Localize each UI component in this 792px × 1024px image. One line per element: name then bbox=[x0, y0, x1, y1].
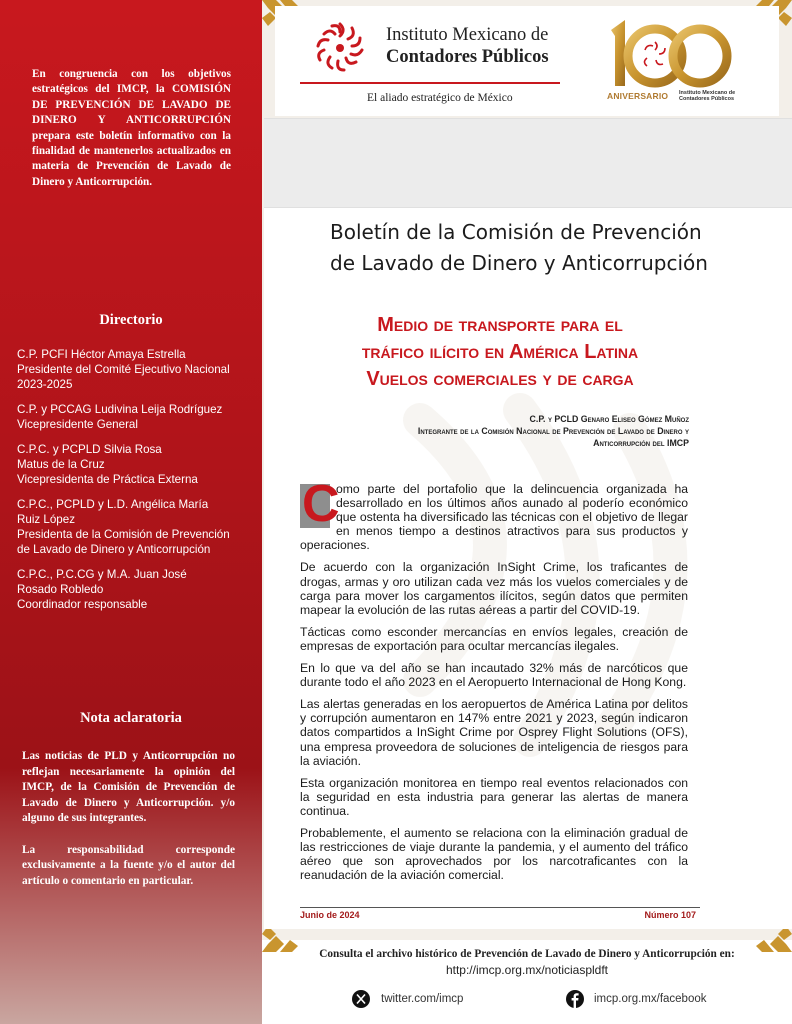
archive-link[interactable]: http://imcp.org.mx/noticiaspldft bbox=[445, 963, 609, 977]
directory-line: C.P.C., PCPLD y L.D. Angélica María bbox=[17, 498, 209, 511]
directory-entry bbox=[17, 402, 257, 432]
author-role-line1: Integrante de la Comisión Nacional de Prevención de Lavado de Dinero y bbox=[417, 426, 689, 436]
first-paragraph-text: omo parte del portafolio que la delincuencia organizada ha desarrollado en los últimos años aunado al poderío económico que ostenta ha diversificado las técnicas con el objetivo de llegar en menos tiempo a destinos atractivos para sus productos y operaciones. bbox=[300, 482, 688, 553]
directory-line: Presidente del Comité Ejecutivo Nacional bbox=[17, 363, 230, 376]
directory-entry bbox=[17, 442, 257, 487]
commission-name: COMISIÓN DE PREVENCIÓN DE LAVADO DE DINERO Y ANTICORRUPCIÓN bbox=[32, 83, 231, 127]
body-paragraph: Esta organización monitorea en tiempo real eventos relacionados con la seguridad en esta industria para generar las alertas de manera continua. bbox=[300, 775, 688, 818]
directory-line: de Lavado de Dinero y Anticorrupción bbox=[17, 543, 211, 556]
directory-line: Vicepresidente General bbox=[17, 418, 138, 431]
author-role-line2: Anticorrupción del IMCP bbox=[593, 438, 689, 448]
author-block bbox=[418, 413, 689, 449]
bulletin-title bbox=[330, 217, 750, 279]
body-paragraph: En lo que va del año se han incautado 32% más de narcóticos que durante todo el año 2023 en el Aeropuerto Internacional de Hong Kong. bbox=[300, 661, 688, 690]
directory-entry bbox=[17, 567, 257, 612]
directory-line: C.P.C. y PCPLD Silvia Rosa bbox=[17, 443, 162, 456]
bulletin-title-line1: Boletín de la Comisión de Prevención bbox=[330, 220, 702, 244]
article-body bbox=[300, 475, 688, 890]
body-paragraph: Tácticas como esconder mercancías en envíos legales, creación de empresas de exportación para ocultar mercancías ilegales. bbox=[300, 624, 688, 653]
article-footer-divider bbox=[300, 907, 700, 908]
bulletin-title-line2: de Lavado de Dinero y Anticorrupción bbox=[330, 251, 708, 275]
issue-date: Junio de 2024 bbox=[300, 910, 360, 920]
org-name bbox=[386, 24, 549, 68]
intro-part-1: En congruencia con los objetivos estratégicos del IMCP, la bbox=[32, 68, 231, 96]
nota-paragraph: Las noticias de PLD y Anticorrupción no reflejan necesariamente la opinión del IMCP, de la Comisión de Prevención de Lavado de Dinero y Anticorrupción. y/o alguno de sus integrantes. bbox=[22, 750, 235, 825]
first-paragraph bbox=[300, 475, 688, 553]
directory-line: C.P. y PCCAG Ludivina Leija Rodríguez bbox=[17, 403, 223, 416]
directory-line: C.P.C., P.C.CG y M.A. Juan José bbox=[17, 568, 187, 581]
x-twitter-icon[interactable] bbox=[352, 990, 370, 1008]
body-paragraph: Probablemente, el aumento se relaciona con la eliminación gradual de las restricciones de viaje durante la pandemia, y el aumento del tráfico aéreo que son aprovechados por los narcotraficantes con la reanudación de la aviación comercial. bbox=[300, 825, 688, 883]
dropcap-letter: C bbox=[302, 475, 340, 533]
directory-entry bbox=[17, 347, 257, 392]
tagline: El aliado estratégico de México bbox=[367, 92, 513, 104]
dropcap bbox=[300, 475, 340, 533]
directory-line: 2023-2025 bbox=[17, 378, 73, 391]
directory-line: Vicepresidenta de Práctica Externa bbox=[17, 473, 198, 486]
directory-line: Presidenta de la Comisión de Prevención bbox=[17, 528, 230, 541]
directory-list bbox=[17, 347, 257, 622]
body-paragraph: De acuerdo con la organización InSight Crime, los traficantes de drogas, armas y oro utilizan cada vez más los vuelos comerciales y de carga para mover los cargamentos ilícitos, según datos que permiten mapear la evolución de las rutas aéreas a partir del COVID-19. bbox=[300, 560, 688, 617]
anniversary-label: ANIVERSARIO bbox=[607, 91, 669, 101]
directory-heading: Directorio bbox=[99, 312, 163, 328]
article-title-line1: Medio de transporte para el bbox=[377, 314, 623, 336]
nota-paragraph: La responsabilidad corresponde exclusivamente a la fuente y/o el autor del artículo o comentario en particular. bbox=[22, 843, 235, 887]
header-divider bbox=[300, 82, 560, 84]
facebook-icon[interactable] bbox=[566, 990, 584, 1008]
author-name: C.P. y PCLD Genaro Eliseo Gómez Muñoz bbox=[529, 414, 689, 424]
issue-number: Número 107 bbox=[644, 910, 696, 920]
directory-line: Ruiz López bbox=[17, 513, 76, 526]
directory-entry bbox=[17, 497, 257, 557]
directory-line: Rosado Robledo bbox=[17, 583, 104, 596]
imcp-logo-icon bbox=[310, 18, 370, 78]
intro-part-3: prepara este boletín informativo con la finalidad de mantenerlos actualizados en materia de Prevención de Lavado de Dinero y Anticorrupción. bbox=[32, 129, 231, 188]
header-band bbox=[264, 118, 792, 208]
anniversary-org-line2: Contadores Públicos bbox=[679, 96, 735, 102]
twitter-link[interactable]: twitter.com/imcp bbox=[381, 993, 464, 1005]
directory-line: C.P. PCFI Héctor Amaya Estrella bbox=[17, 348, 186, 361]
directory-line: Matus de la Cruz bbox=[17, 458, 105, 471]
article-title-line2: tráfico ilícito en América Latina bbox=[361, 341, 639, 363]
body-paragraph: Las alertas generadas en los aeropuertos de América Latina por delitos y corrupción aumentaron en 147% entre 2021 y 2023, según indicaron datos compartidos a InSight Crime por Osprey Flight Solutions (OFS), una empresa proveedora de soluciones de inteligencia de riesgos para la aviación. bbox=[300, 697, 688, 768]
facebook-link[interactable]: imcp.org.mx/facebook bbox=[594, 993, 707, 1005]
org-name-line1: Instituto Mexicano de bbox=[386, 25, 549, 45]
directory-line: Coordinador responsable bbox=[17, 598, 148, 611]
article-title bbox=[300, 312, 700, 393]
archive-note: Consulta el archivo histórico de Prevención de Lavado de Dinero y Anticorrupción en: bbox=[319, 948, 735, 960]
anniversary-org-line1: Instituto Mexicano de bbox=[679, 90, 736, 96]
nota-text bbox=[22, 749, 235, 905]
anniversary-org bbox=[679, 90, 735, 102]
intro-text bbox=[32, 67, 231, 190]
org-name-line2: Contadores Públicos bbox=[386, 47, 549, 67]
article-title-line3: Vuelos comerciales y de carga bbox=[366, 368, 634, 390]
sidebar bbox=[0, 0, 262, 1024]
nota-heading: Nota aclaratoria bbox=[80, 710, 182, 726]
